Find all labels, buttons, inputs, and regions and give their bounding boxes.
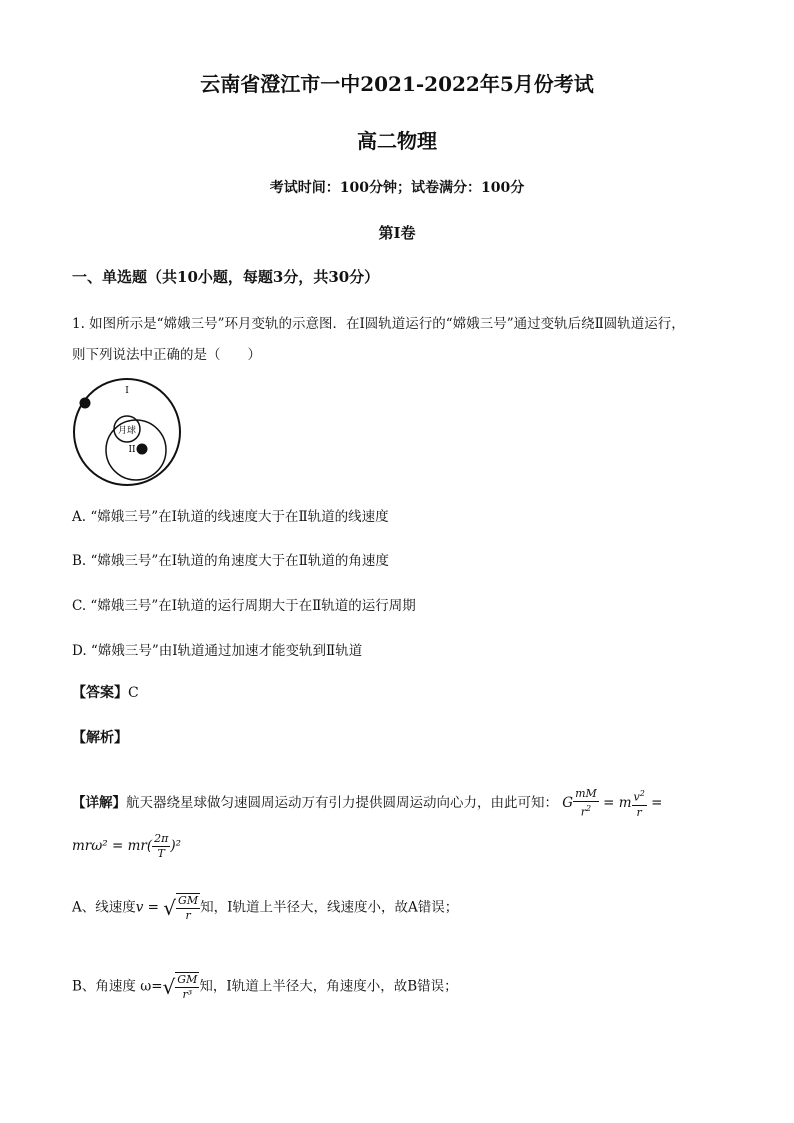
exam-subject: 高二物理 (357, 129, 437, 153)
formula-fraction-2pi-t: $\frac{2\pi}{T}$ (154, 832, 169, 860)
option-c: C. “嫦娥三号”在Ⅰ轨道的运行周期大于在Ⅱ轨道的运行周期 (72, 598, 416, 614)
line-a: A、线速度v = √ $\frac{GM}{r}$ 知，I轨道上半径大，线速度小，故A错误； (72, 894, 459, 922)
exam-title: 云南省澄江市一中2021-2022年5月份考试 (200, 72, 594, 96)
spacecraft-orbit-1 (80, 398, 91, 409)
line-b: B、角速度 ω=√ $\frac{GM}{\text{r³}}$ 知，I轨道上半径大，角速度小，故B错误； (72, 973, 458, 1001)
formula-fraction-mm-r2: $\frac{mM}{r^2}$ (575, 787, 597, 819)
detail-text: 航天器绕星球做匀速圆周运动万有引力提供圆周运动向心力，由此可知： (126, 794, 558, 811)
question-1-stem-line2: 则下列说法中正确的是（ ） (72, 347, 261, 363)
option-d: D. “嫦娥三号”由Ⅰ轨道通过加速才能变轨到Ⅱ轨道 (72, 643, 363, 659)
orbit-1-label: I (125, 386, 129, 396)
sqrt-gm-r: √ $\frac{GM}{r}$ (163, 894, 199, 922)
sqrt-gm-r3: √ $\frac{GM}{\text{r³}}$ (162, 973, 198, 1001)
formula-line-2: mrω² = mr( $\frac{2\pi}{T}$ )² (72, 832, 182, 860)
orbit-2-label: II (128, 445, 136, 455)
spacecraft-orbit-2 (137, 444, 148, 455)
formula-fraction-v2-r: $\frac{v^2}{r}$ (633, 789, 645, 819)
volume-label: 第I卷 (378, 224, 416, 242)
analysis-tag: 【解析】 (72, 730, 128, 746)
exam-info: 考试时间：100分钟；试卷满分：100分 (269, 180, 525, 196)
answer-value: C (128, 685, 139, 701)
question-1-stem-line1: 1. 如图所示是“嫦娥三号”环月变轨的示意图．在Ⅰ圆轨道运行的“嫦娥三号”通过变轨后绕Ⅱ圆轨道运行， (72, 316, 685, 332)
orbit-diagram (70, 378, 185, 488)
formula-g: G (562, 794, 574, 811)
answer-tag: 【答案】 (72, 685, 128, 701)
option-b: B. “嫦娥三号”在Ⅰ轨道的角速度大于在Ⅱ轨道的角速度 (72, 553, 389, 569)
answer-line (72, 682, 139, 702)
moon-label: 月球 (117, 426, 137, 436)
detail-line: 【详解】航天器绕星球做匀速圆周运动万有引力提供圆周运动向心力，由此可知： G $\frac{mM}{r^2}$ = m $\frac{v^2}{r}$ = (72, 787, 663, 819)
section-heading: 一、单选题（共10小题，每题3分，共30分） (72, 268, 380, 286)
option-a: A. “嫦娥三号”在Ⅰ轨道的线速度大于在Ⅱ轨道的线速度 (72, 509, 389, 525)
detail-tag: 【详解】 (72, 794, 126, 811)
